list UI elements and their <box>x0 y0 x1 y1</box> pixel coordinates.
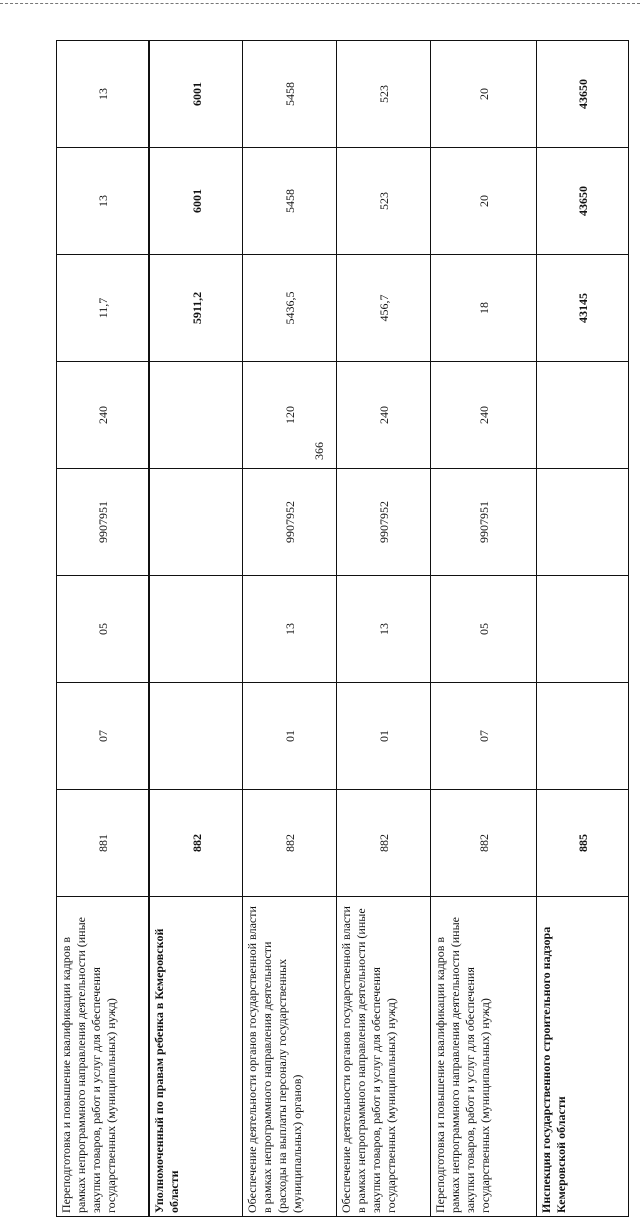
cell-vr: 240 <box>376 406 391 424</box>
table-cell <box>537 41 629 148</box>
table-cell <box>57 790 149 897</box>
table-cell <box>149 148 243 255</box>
cell-csr: 9907951 <box>95 501 110 543</box>
cell-ved: 881 <box>95 834 110 852</box>
table-cell <box>243 255 337 362</box>
cell-sum2: 13 <box>95 195 110 207</box>
cell-vr: 120 <box>282 406 297 424</box>
cell-ved: 882 <box>189 834 203 852</box>
table-cell <box>431 148 537 255</box>
table-cell <box>57 469 149 576</box>
table-band-sum2 <box>57 148 629 255</box>
cell-csr <box>537 488 629 556</box>
table-cell <box>337 362 431 469</box>
table-cell <box>337 897 431 1217</box>
table-cell <box>243 469 337 576</box>
cell-sum1: 456,7 <box>376 294 391 322</box>
table-cell <box>537 576 629 683</box>
row-name: Переподготовка и повышение квалификации кадров в рамках непрограммного направления деятельности (иные закупки товаров, работ и услуг для обеспечения государственных (муниципальных) нужд) <box>433 916 492 1213</box>
table-cell <box>431 255 537 362</box>
table-cell <box>149 683 243 790</box>
cell-rz <box>537 718 629 754</box>
cell-sum1: 5436,5 <box>282 291 297 325</box>
table-cell <box>537 148 629 255</box>
cell-vr: 240 <box>476 406 491 424</box>
cell-ved: 882 <box>476 834 491 852</box>
cell-sum2: 5458 <box>282 189 297 213</box>
table-cell <box>57 255 149 362</box>
cell-vr <box>537 395 629 435</box>
table-cell <box>57 148 149 255</box>
cell-pr: 05 <box>95 623 110 635</box>
cell-pr: 13 <box>282 623 297 635</box>
table-band-sum1 <box>57 255 629 362</box>
cell-sum1: 18 <box>476 302 491 314</box>
table-cell <box>243 790 337 897</box>
table-cell <box>537 362 629 469</box>
cell-pr <box>150 611 244 647</box>
table-band-ved <box>57 790 629 897</box>
page-number: 366 <box>311 442 326 460</box>
cell-sum3: 13 <box>95 88 110 100</box>
cell-rz: 07 <box>476 730 491 742</box>
table-cell <box>431 683 537 790</box>
cell-rz: 01 <box>376 730 391 742</box>
row-name: Обеспечение деятельности органов государственной власти в рамках непрограммного направления деятельности (иные закупки товаров, работ и услуг для обеспечения государственных (муниципальных) нужд) <box>339 905 398 1213</box>
table-cell <box>431 41 537 148</box>
cell-sum2: 43650 <box>575 186 590 216</box>
cell-rz: 07 <box>95 730 110 742</box>
table-cell <box>337 790 431 897</box>
row-name: Инспекция государственного строительного надзора Кемеровской области <box>539 926 568 1213</box>
table-cell <box>537 255 629 362</box>
cell-sum3: 5458 <box>282 82 297 106</box>
cell-ved: 882 <box>376 834 391 852</box>
table-cell <box>337 255 431 362</box>
table-cell <box>149 469 243 576</box>
table-cell <box>431 576 537 683</box>
cell-sum1: 43145 <box>575 293 590 323</box>
cell-csr: 9907952 <box>376 501 391 543</box>
cell-csr: 9907951 <box>476 501 491 543</box>
cell-vr: 240 <box>95 406 110 424</box>
table-cell <box>149 41 243 148</box>
budget-table <box>56 40 629 1217</box>
cell-rz <box>150 718 244 754</box>
table-band-sum3 <box>57 41 629 148</box>
table-cell <box>57 362 149 469</box>
table-cell <box>149 897 243 1217</box>
cell-sum3: 43650 <box>575 79 590 109</box>
table-band-rz <box>57 683 629 790</box>
table-cell <box>243 897 337 1217</box>
table-band-name <box>57 897 629 1217</box>
cell-sum2: 20 <box>476 195 491 207</box>
table-cell <box>431 362 537 469</box>
cell-sum2: 523 <box>376 192 391 210</box>
cell-ved: 885 <box>575 834 590 852</box>
cell-pr: 05 <box>476 623 491 635</box>
table-cell <box>337 148 431 255</box>
cell-pr: 13 <box>376 623 391 635</box>
table-cell <box>337 683 431 790</box>
table-cell <box>337 469 431 576</box>
table-cell <box>431 897 537 1217</box>
table-cell <box>149 255 243 362</box>
row-name: Обеспечение деятельности органов государственной власти в рамках непрограммного направления деятельности (расходы на выплаты персоналу государственных (муниципальных) органов) <box>245 905 304 1213</box>
table-cell <box>243 576 337 683</box>
table-cell <box>537 469 629 576</box>
cell-sum3: 20 <box>476 88 491 100</box>
table-cell <box>149 790 243 897</box>
table-cell <box>243 683 337 790</box>
table-cell <box>431 790 537 897</box>
table-cell <box>149 576 243 683</box>
cell-sum1: 11,7 <box>95 297 110 319</box>
table-cell <box>537 897 629 1217</box>
row-name: Уполномоченный по правам ребенка в Кемеровской области <box>151 928 181 1213</box>
cell-pr <box>537 611 629 647</box>
cell-csr <box>150 488 244 556</box>
cell-rz: 01 <box>282 730 297 742</box>
cell-sum1: 5911,2 <box>189 291 203 325</box>
table-cell <box>337 41 431 148</box>
cell-vr <box>150 395 244 435</box>
cell-ved: 882 <box>282 834 297 852</box>
table-cell <box>243 148 337 255</box>
table-cell <box>57 897 149 1217</box>
table-cell <box>431 469 537 576</box>
table-cell <box>337 576 431 683</box>
scan-edge <box>0 0 640 7</box>
cell-sum2: 6001 <box>189 189 203 213</box>
table-cell <box>243 41 337 148</box>
table-cell <box>149 362 243 469</box>
table-cell <box>57 576 149 683</box>
cell-sum3: 6001 <box>189 82 203 106</box>
table-cell <box>57 41 149 148</box>
table-cell <box>537 790 629 897</box>
table-band-pr <box>57 576 629 683</box>
table-band-csr <box>57 469 629 576</box>
row-name: Переподготовка и повышение квалификации кадров в рамках непрограммного направления деятельности (иные закупки товаров, работ и услуг для обеспечения государственных (муниципальных) нужд) <box>59 916 118 1213</box>
cell-csr: 9907952 <box>282 501 297 543</box>
table-cell <box>243 362 337 469</box>
table-band-vr <box>57 362 629 469</box>
cell-sum3: 523 <box>376 85 391 103</box>
table-cell <box>537 683 629 790</box>
table-cell <box>57 683 149 790</box>
